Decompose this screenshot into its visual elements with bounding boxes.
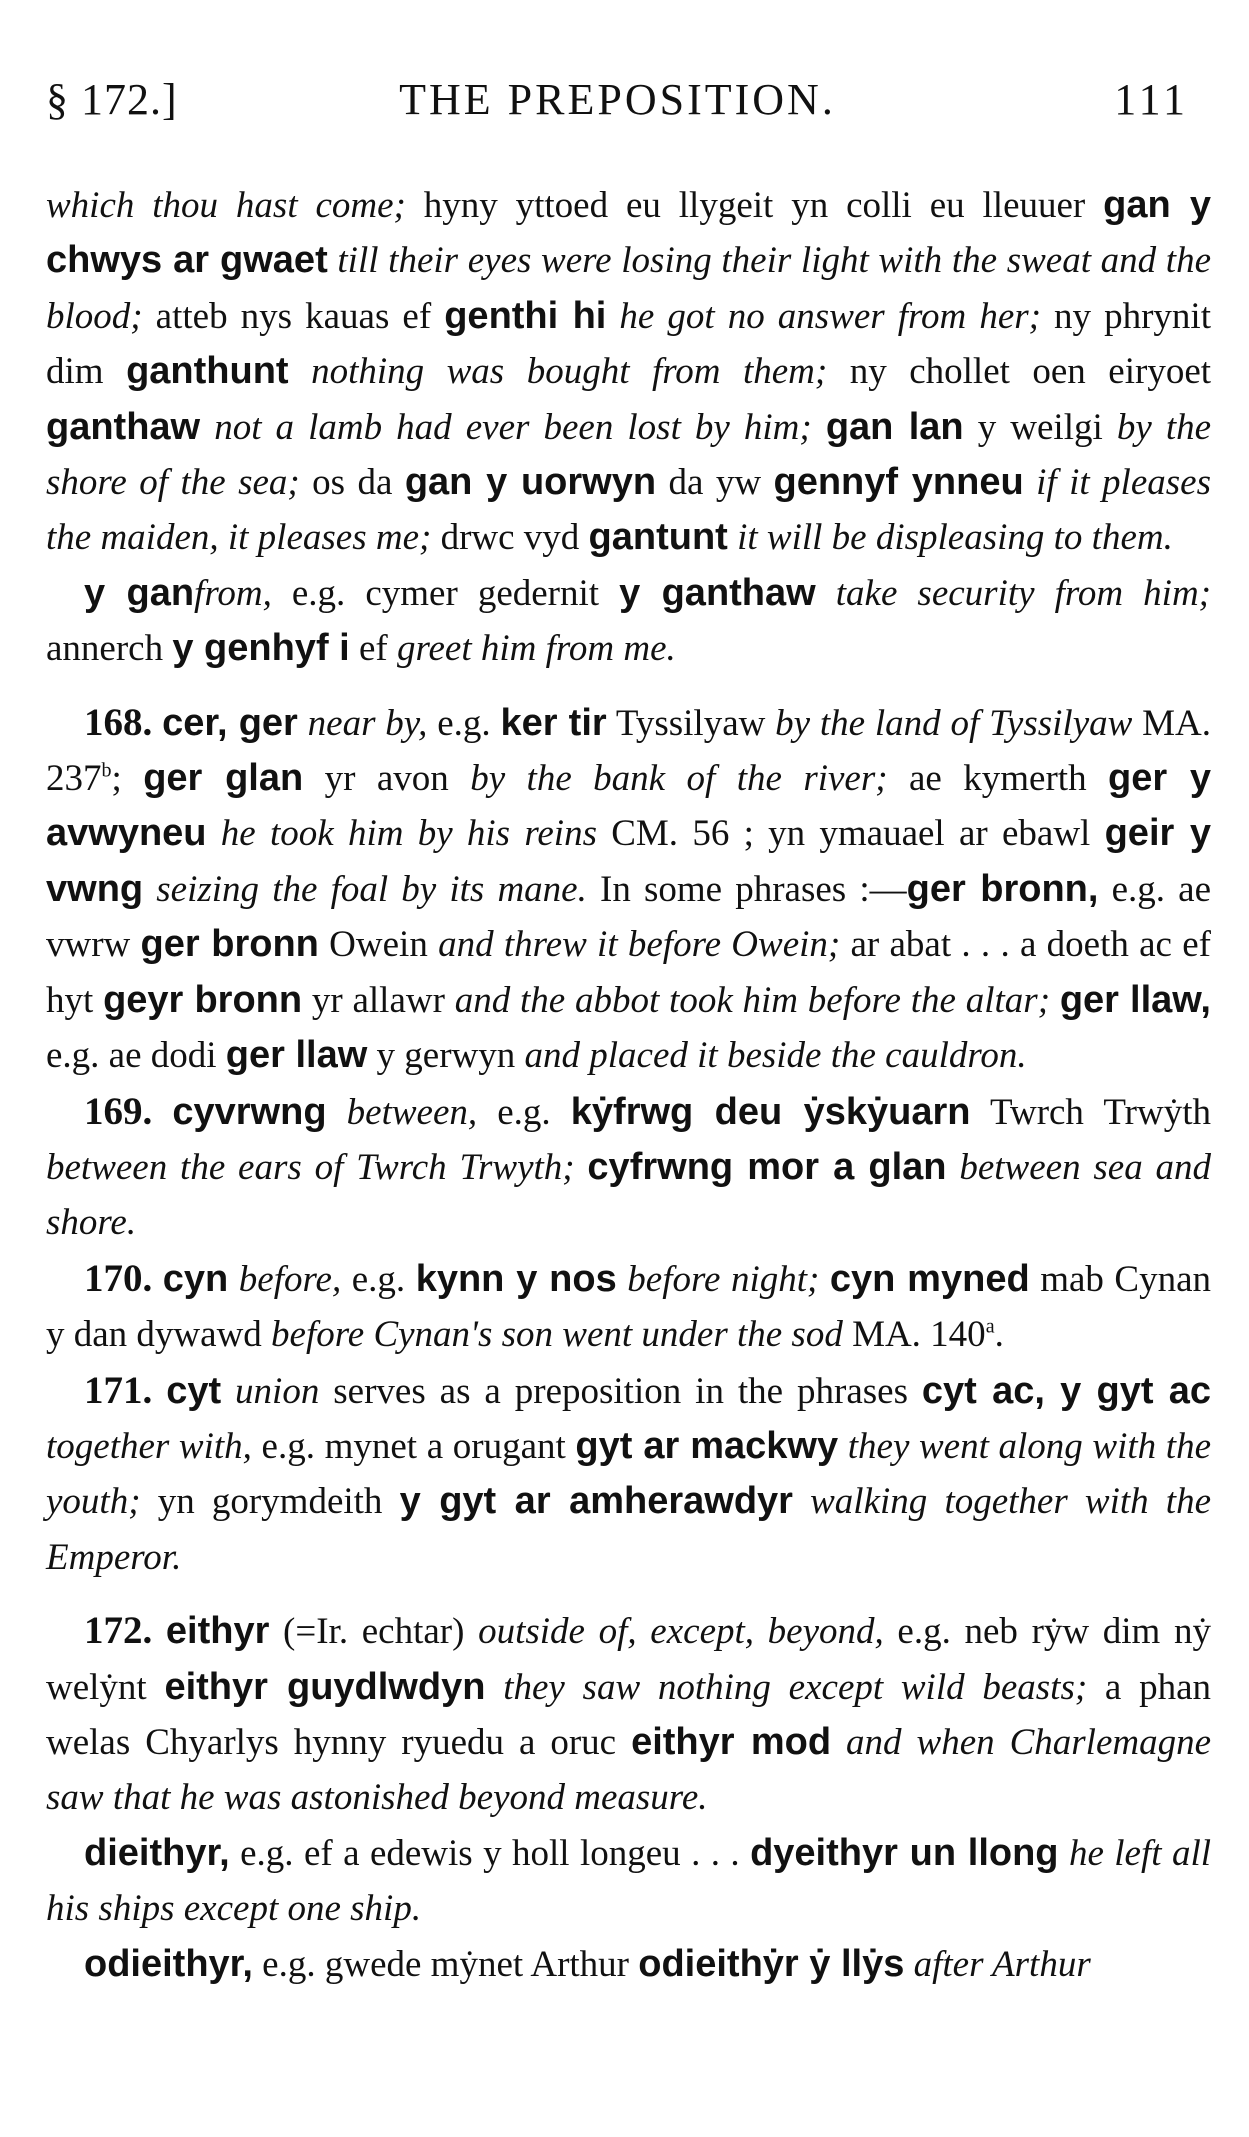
text-run: ef bbox=[349, 628, 397, 670]
text-run: . bbox=[994, 1314, 1004, 1356]
bold-term: ker tir bbox=[500, 701, 607, 744]
italic-gloss: and when Charlemagne saw that he was astonished beyond measure. bbox=[46, 1721, 1212, 1819]
italic-gloss: together with, bbox=[46, 1425, 252, 1467]
text-run: Tyssilyaw bbox=[606, 702, 776, 744]
text-run: MA. 140 bbox=[842, 1314, 986, 1356]
bold-term: eithyr guydlwdyn bbox=[164, 1665, 486, 1708]
bold-term: geir y vwng bbox=[46, 812, 1211, 910]
bold-term: eithyr mod bbox=[631, 1720, 832, 1763]
italic-gloss: he left all his ships except one ship. bbox=[46, 1832, 1212, 1930]
text-run bbox=[485, 1667, 503, 1708]
bold-term: ger glan bbox=[143, 757, 304, 800]
italic-gloss: before Cynan's son went under the sod bbox=[271, 1314, 843, 1356]
italic-gloss: and placed it beside the cauldron. bbox=[524, 1035, 1027, 1077]
text-run: e.g. ef a edewis y holl longeu . . . bbox=[229, 1832, 751, 1874]
bold-term: gennyf ynneu bbox=[773, 461, 1024, 504]
text-run bbox=[831, 1722, 846, 1763]
bold-term: gyt ar mackwy bbox=[575, 1424, 839, 1467]
bold-term: odieithyr, bbox=[84, 1942, 253, 1985]
text-run bbox=[1024, 462, 1036, 503]
text-run bbox=[228, 1259, 239, 1300]
bold-term: dieithyr, bbox=[84, 1831, 230, 1874]
text-run bbox=[904, 1944, 913, 1985]
italic-gloss: between sea and shore. bbox=[46, 1146, 1212, 1244]
italic-gloss: and the abbot took him before the altar; bbox=[454, 979, 1051, 1021]
bold-term: cyt bbox=[166, 1369, 222, 1412]
text-run: Twrch Trwẏth bbox=[970, 1091, 1211, 1133]
text-run: Owein bbox=[318, 924, 439, 966]
italic-gloss: outside of, except, beyond, bbox=[478, 1611, 884, 1653]
italic-gloss: if it pleases the maiden, it pleases me; bbox=[46, 462, 1211, 559]
bold-term: eithyr bbox=[165, 1610, 270, 1653]
section-number: 170. bbox=[84, 1256, 153, 1300]
text-run bbox=[328, 240, 338, 281]
section-number: 168. bbox=[84, 700, 153, 744]
italic-gloss: before, bbox=[238, 1258, 342, 1300]
text-run bbox=[728, 517, 737, 558]
text-run: atteb nys kauas ef bbox=[142, 295, 445, 337]
text-run: e.g. bbox=[341, 1258, 416, 1300]
text-run: serves as a preposition in the phrases bbox=[319, 1370, 922, 1412]
section-number: 171. bbox=[84, 1368, 153, 1412]
bold-term: ger llaw, bbox=[1059, 978, 1211, 1021]
bold-term: gan y uorwyn bbox=[404, 461, 657, 504]
text-run: e.g. ae dodi bbox=[46, 1035, 226, 1077]
italic-gloss: seizing the foal by its mane. bbox=[156, 868, 587, 910]
bold-term: cyn myned bbox=[829, 1257, 1030, 1300]
text-run: ae kymerth bbox=[887, 758, 1109, 800]
text-run: In some phrases :— bbox=[586, 868, 907, 910]
superscript: a bbox=[985, 1315, 995, 1338]
bold-term: y genhyf i bbox=[172, 627, 350, 670]
bold-term: ger llaw bbox=[225, 1034, 368, 1077]
italic-gloss: by the shore of the sea; bbox=[46, 406, 1212, 504]
text-run bbox=[793, 1481, 810, 1522]
paragraph-dieithyr bbox=[46, 1826, 1211, 1937]
section-reference: § 172.] bbox=[46, 75, 178, 124]
bold-term: gantunt bbox=[588, 516, 728, 559]
bold-term: ger bronn, bbox=[906, 867, 1099, 910]
text-run: MA. 237 bbox=[46, 702, 1211, 800]
bold-term: cyfrwng mor a glan bbox=[587, 1145, 947, 1188]
text-run: e.g. gwede mẏnet Arthur bbox=[252, 1943, 639, 1985]
bold-term: odieithẏr ẏ llẏs bbox=[638, 1942, 905, 1985]
text-run: y weilgi bbox=[963, 406, 1117, 448]
text-run: (=Ir. echtar) bbox=[269, 1611, 479, 1653]
paragraph-y-gan bbox=[46, 566, 1211, 677]
text-run bbox=[221, 1371, 235, 1412]
bold-term: cer, ger bbox=[162, 701, 298, 744]
page-body bbox=[46, 178, 1211, 1992]
text-run bbox=[947, 1147, 960, 1188]
bold-term: ganthaw bbox=[46, 405, 201, 448]
bold-term: gan lan bbox=[825, 405, 964, 448]
page-number: 111 bbox=[1114, 75, 1189, 124]
text-run: ny phrynit dim bbox=[46, 295, 1211, 393]
running-head bbox=[46, 74, 1189, 134]
text-run: e.g. ae vwrw bbox=[46, 868, 1212, 966]
italic-gloss: by the land of Tyssilyaw bbox=[775, 702, 1133, 744]
italic-gloss: after Arthur bbox=[913, 1943, 1091, 1985]
section-number: 172. bbox=[84, 1609, 153, 1653]
bold-term: y gan bbox=[84, 571, 195, 614]
italic-gloss: he took him by his reins bbox=[220, 813, 597, 855]
italic-gloss: it will be displeasing to them. bbox=[737, 517, 1173, 559]
text-run: e.g. cymer gedernit bbox=[271, 572, 620, 614]
text-run bbox=[1059, 1833, 1069, 1874]
text-run bbox=[606, 296, 619, 337]
text-run bbox=[200, 407, 214, 448]
text-run: os da bbox=[299, 462, 405, 504]
paragraph-168 bbox=[46, 695, 1211, 1084]
text-run: drwc vyd bbox=[431, 517, 589, 559]
text-run bbox=[838, 1426, 848, 1467]
italic-gloss: from, bbox=[194, 572, 272, 614]
bold-term: ger bronn bbox=[140, 923, 319, 966]
paragraph-172 bbox=[46, 1603, 1211, 1826]
bold-term: y gyt ar amherawdyr bbox=[399, 1480, 793, 1523]
paragraph-odieithyr bbox=[46, 1937, 1211, 1992]
text-run: ; bbox=[111, 758, 144, 800]
text-run bbox=[327, 1092, 347, 1133]
superscript: b bbox=[101, 759, 112, 782]
text-run: mab Cynan y dan dywawd bbox=[46, 1258, 1212, 1356]
paragraph-gan-continued bbox=[46, 178, 1211, 566]
text-run: e.g. bbox=[427, 702, 501, 744]
italic-gloss: take security from him; bbox=[835, 572, 1211, 614]
italic-gloss: by the bank of the river; bbox=[470, 758, 888, 800]
text-run bbox=[298, 703, 308, 744]
text-run bbox=[819, 1259, 830, 1300]
text-run bbox=[617, 1259, 628, 1300]
italic-gloss: they went along with the youth; bbox=[46, 1425, 1211, 1523]
text-run bbox=[152, 1092, 172, 1133]
text-run bbox=[816, 573, 836, 614]
page-title: THE PREPOSITION. bbox=[399, 75, 836, 124]
italic-gloss: before night; bbox=[627, 1258, 820, 1300]
text-run bbox=[1050, 980, 1060, 1021]
italic-gloss: between, bbox=[346, 1091, 478, 1133]
text-run: yr avon bbox=[303, 758, 471, 800]
text-run bbox=[152, 1259, 163, 1300]
text-run: da yw bbox=[656, 462, 774, 504]
bold-term: y ganthaw bbox=[619, 571, 816, 614]
bold-term: kẏfrwg deu ẏskẏuarn bbox=[570, 1090, 971, 1133]
bold-term: cyvrwng bbox=[172, 1090, 327, 1133]
italic-gloss: they saw nothing except wild beasts; bbox=[503, 1666, 1088, 1708]
italic-gloss: he got no answer from her; bbox=[619, 295, 1041, 337]
bold-term: genthi hi bbox=[444, 294, 607, 337]
bold-term: kynn y nos bbox=[415, 1257, 617, 1300]
text-run: hyny yttoed eu llygeit yn colli eu lleuuer bbox=[405, 185, 1104, 226]
paragraph-170 bbox=[46, 1251, 1211, 1363]
italic-gloss: near by, bbox=[307, 702, 428, 744]
bold-term: cyt ac, y gyt ac bbox=[921, 1369, 1212, 1412]
italic-gloss: which thou hast come; bbox=[46, 185, 406, 226]
text-run: yr allawr bbox=[302, 979, 455, 1021]
text-run bbox=[143, 869, 156, 910]
bold-term: geyr bronn bbox=[103, 978, 303, 1021]
italic-gloss: till their eyes were losing their light with the sweat and the blood; bbox=[46, 240, 1212, 337]
bold-term: dyeithyr un llong bbox=[750, 1831, 1059, 1874]
text-run bbox=[207, 813, 221, 854]
italic-gloss: not a lamb had ever been lost by him; bbox=[214, 406, 812, 448]
bold-term: ger y avwyneu bbox=[46, 757, 1212, 855]
italic-gloss: union bbox=[235, 1370, 320, 1412]
text-run: ny chollet oen eiryoet bbox=[827, 351, 1212, 393]
paragraph-171 bbox=[46, 1363, 1211, 1586]
text-run: e.g. neb rẏw dim nẏ welẏnt bbox=[46, 1611, 1211, 1708]
text-run: annerch bbox=[46, 628, 173, 670]
italic-gloss: walking together with the Emperor. bbox=[46, 1481, 1212, 1578]
italic-gloss: between the ears of Twrch Trwyth; bbox=[46, 1146, 575, 1188]
text-run bbox=[289, 351, 312, 392]
section-number: 169. bbox=[84, 1089, 153, 1133]
text-run bbox=[152, 1611, 166, 1652]
bold-term: ganthunt bbox=[126, 350, 289, 393]
text-run: y gerwyn bbox=[367, 1035, 525, 1077]
text-run: yn gorymdeith bbox=[140, 1481, 400, 1523]
italic-gloss: nothing was bought from them; bbox=[311, 351, 828, 393]
text-run bbox=[152, 703, 162, 744]
bold-term: gan y chwys ar gwaet bbox=[46, 184, 1212, 282]
text-run bbox=[812, 407, 826, 448]
text-run: e.g. mynet a orugant bbox=[251, 1425, 576, 1467]
text-run: e.g. bbox=[477, 1091, 571, 1133]
paragraph-169 bbox=[46, 1084, 1211, 1251]
text-run: a phan welas Chyarlys hynny ryuedu a oruc bbox=[46, 1666, 1212, 1763]
text-run: ar abat . . . a doeth ac ef hyt bbox=[46, 924, 1211, 1021]
text-run bbox=[152, 1371, 166, 1412]
italic-gloss: and threw it before Owein; bbox=[438, 924, 841, 966]
italic-gloss: greet him from me. bbox=[396, 628, 676, 670]
text-run: CM. 56 ; yn ymauael ar ebawl bbox=[596, 813, 1105, 855]
text-run bbox=[575, 1147, 588, 1188]
bold-term: cyn bbox=[162, 1257, 229, 1300]
